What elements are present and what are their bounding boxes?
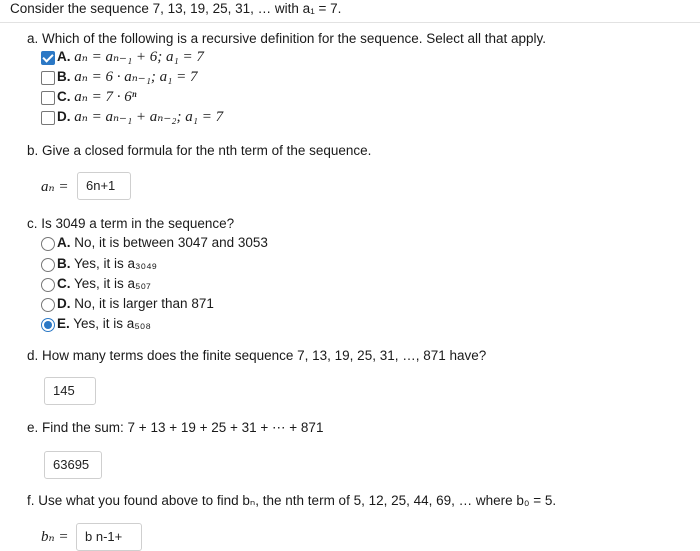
part-a-option-d[interactable]: D. aₙ = aₙ₋₁ + aₙ₋₂; a₁ = 7 — [57, 109, 224, 125]
header-divider — [0, 22, 700, 23]
part-e-answer-input[interactable]: 63695 — [44, 451, 102, 479]
part-a-question: a. Which of the following is a recursive definition for the sequence. Select all that apply. — [27, 31, 547, 46]
part-a-option-b[interactable]: B. aₙ = 6 · aₙ₋₁; a₁ = 7 — [57, 69, 198, 85]
part-c-option-a-radio[interactable] — [41, 237, 55, 251]
part-a-option-d-checkbox[interactable] — [41, 111, 55, 125]
part-f-question: f. Use what you found above to find bₙ, the nth term of 5, 12, 25, 44, 69, … where b₀ = 5. — [27, 493, 557, 508]
part-a-option-c-checkbox[interactable] — [41, 91, 55, 105]
part-f-lhs: bₙ = — [41, 529, 69, 545]
part-a-option-b-checkbox[interactable] — [41, 71, 55, 85]
part-a-option-a-checkbox[interactable] — [41, 51, 55, 65]
part-b-lhs: aₙ = — [41, 179, 69, 195]
part-d-answer-input[interactable]: 145 — [44, 377, 96, 405]
part-c-option-b[interactable]: B. Yes, it is a₃₀₄₉ — [57, 256, 158, 271]
part-c-question: c. Is 3049 a term in the sequence? — [27, 216, 235, 231]
part-c-option-d-radio[interactable] — [41, 298, 55, 312]
part-c-option-c[interactable]: C. Yes, it is a₅₀₇ — [57, 276, 151, 291]
part-d-question: d. How many terms does the finite sequence 7, 13, 19, 25, 31, …, 871 have? — [27, 348, 487, 363]
part-a-option-a[interactable]: A. aₙ = aₙ₋₁ + 6; a₁ = 7 — [57, 49, 204, 65]
part-c-option-e-radio[interactable] — [41, 318, 55, 332]
part-f-answer-input[interactable]: b n-1+ — [76, 523, 142, 551]
part-b-answer-input[interactable]: 6n+1 — [77, 172, 131, 200]
part-c-option-e[interactable]: E. Yes, it is a₅₀₈ — [57, 316, 151, 331]
part-c-option-c-radio[interactable] — [41, 278, 55, 292]
part-e-question: e. Find the sum: 7 + 13 + 19 + 25 + 31 + ⋯ + 871 — [27, 420, 324, 435]
part-c-option-b-radio[interactable] — [41, 258, 55, 272]
part-c-option-d[interactable]: D. No, it is larger than 871 — [57, 296, 214, 311]
part-a-option-c[interactable]: C. aₙ = 7 · 6ⁿ — [57, 89, 137, 105]
part-b-question: b. Give a closed formula for the nth term of the sequence. — [27, 143, 372, 158]
problem-header: Consider the sequence 7, 13, 19, 25, 31, … with a₁ = 7. — [10, 1, 342, 16]
part-c-option-a[interactable]: A. No, it is between 3047 and 3053 — [57, 235, 268, 250]
